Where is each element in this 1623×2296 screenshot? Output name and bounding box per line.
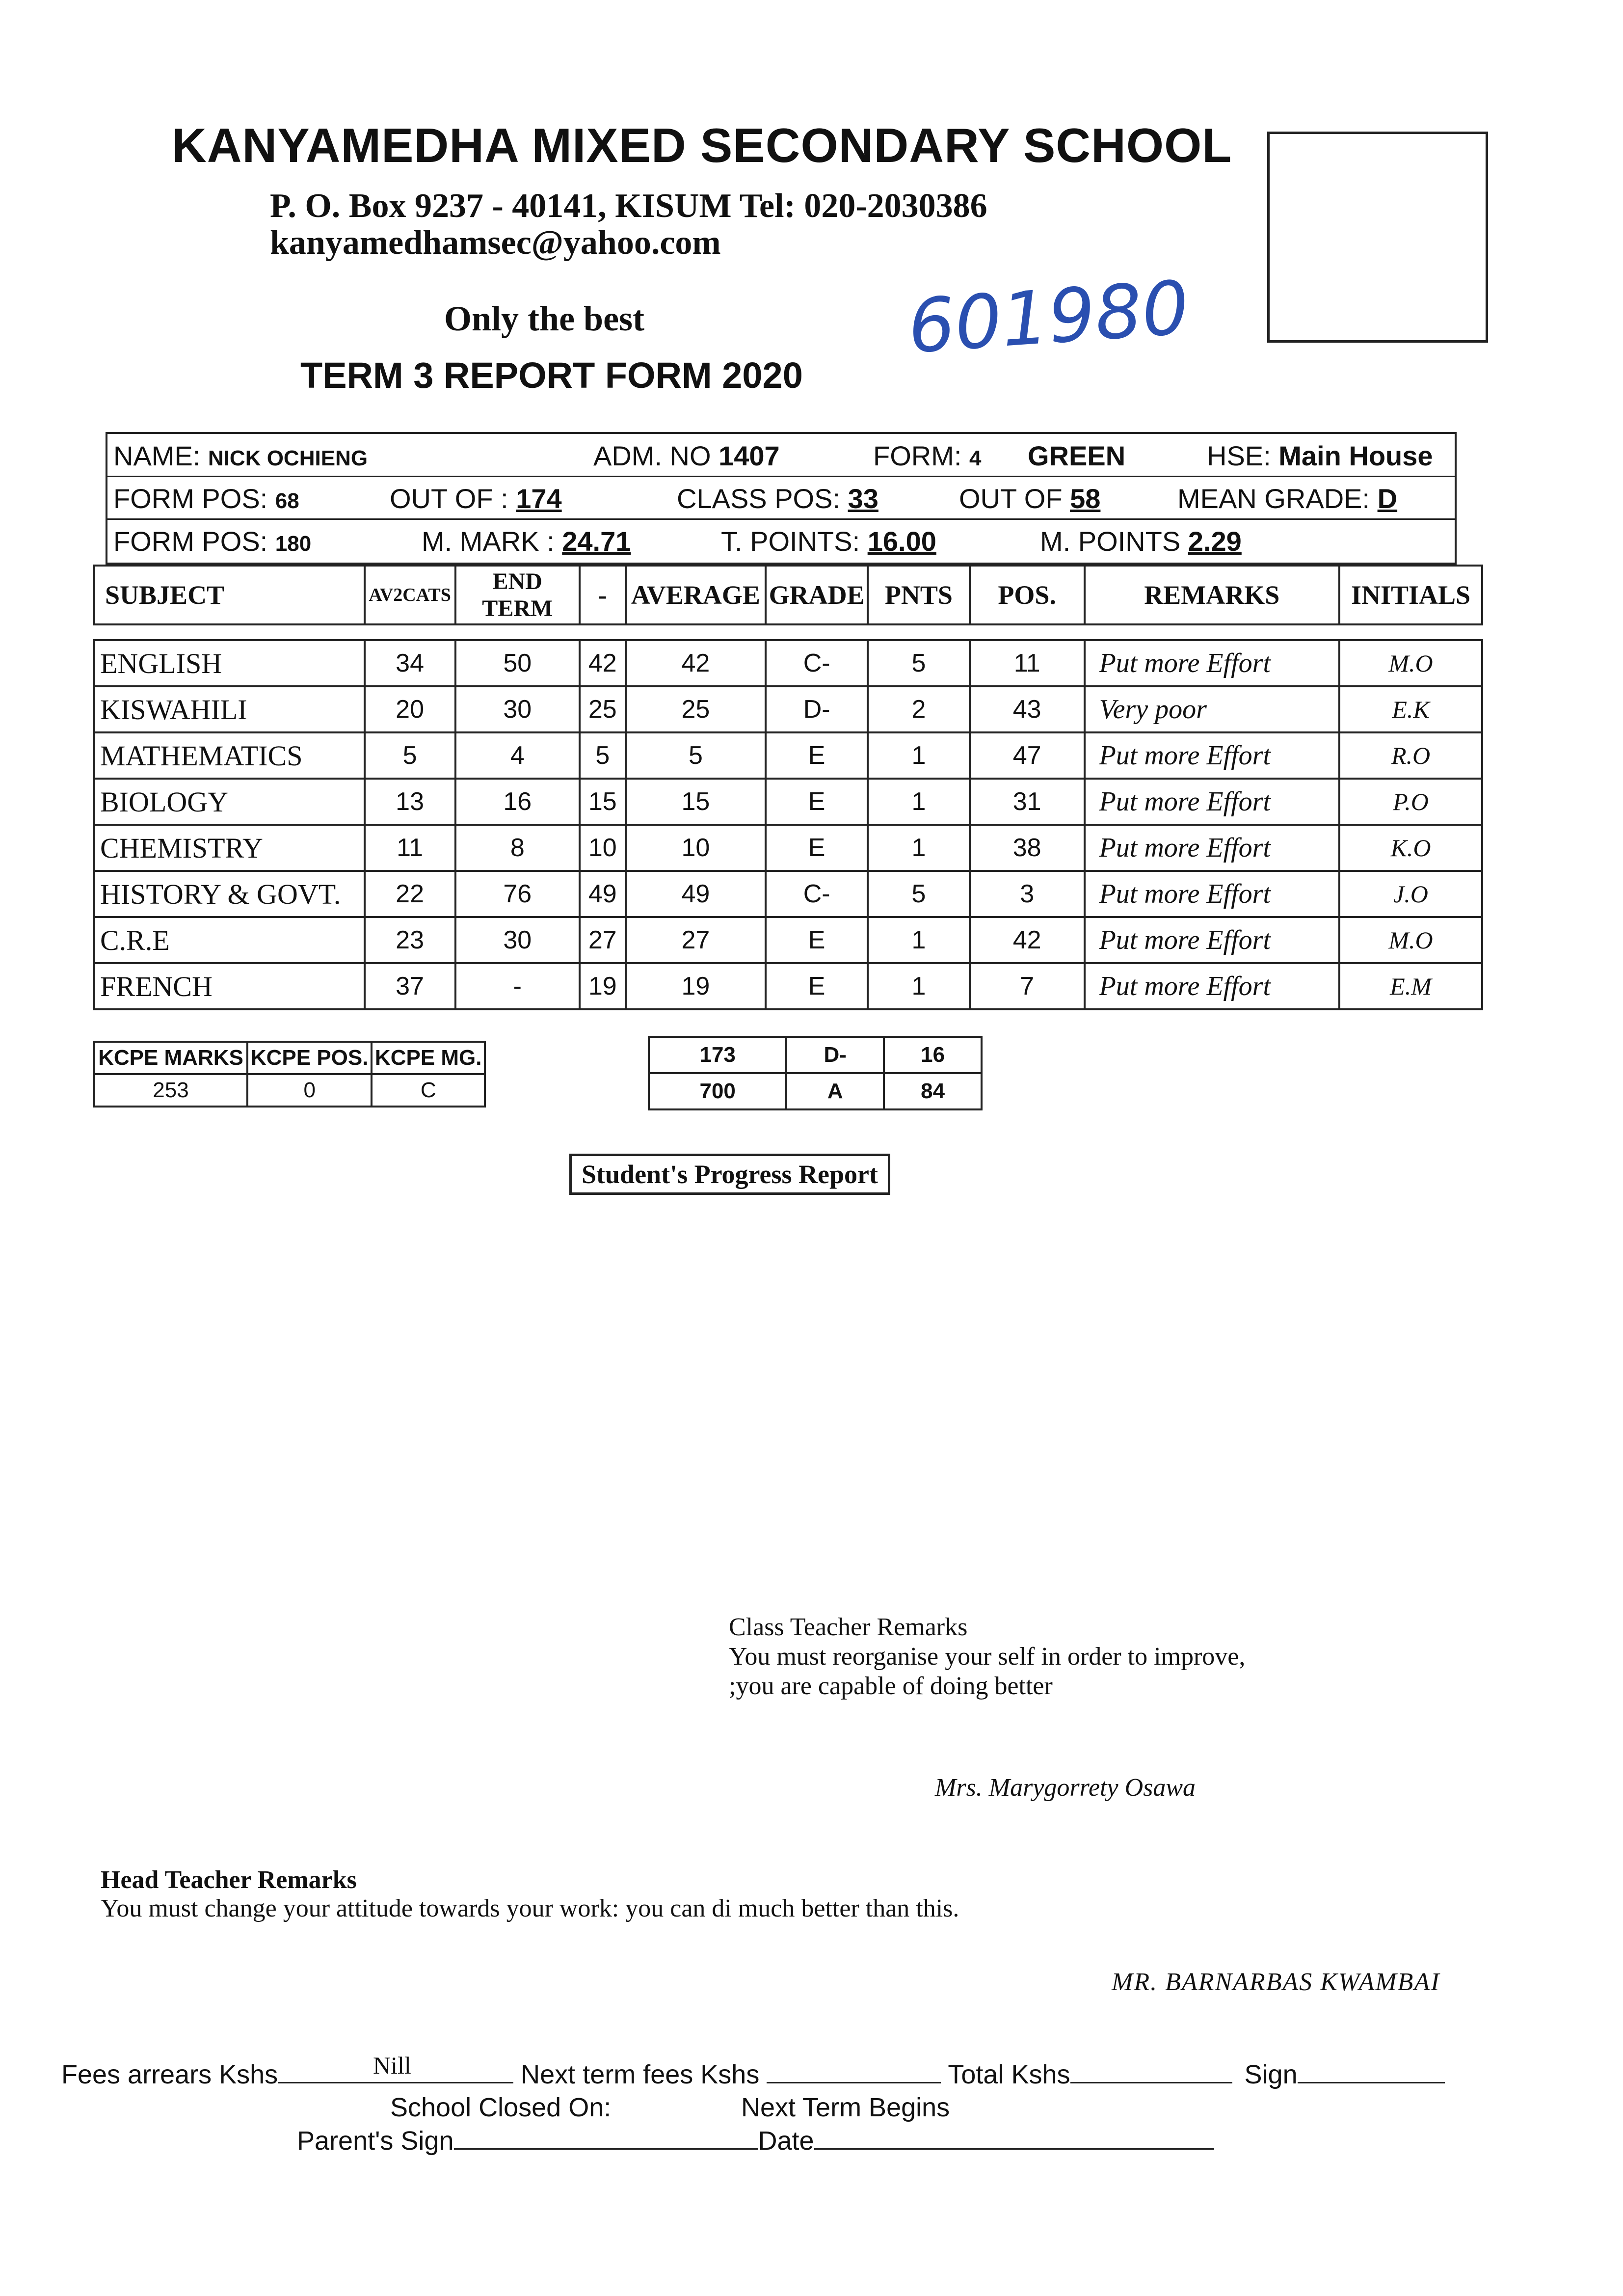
fees-arrears-value: Nill	[373, 2052, 411, 2079]
cell-end-term: 76	[455, 871, 580, 917]
header-cats: AV2CATS	[365, 566, 455, 624]
class-pos-label: CLASS POS:	[677, 483, 841, 514]
cell-dash: 25	[580, 686, 626, 732]
student-name: NICK OCHIENG	[208, 446, 368, 470]
total-points-label: T. POINTS:	[721, 526, 860, 557]
total-points-value: 16.00	[867, 526, 936, 557]
cell-dash: 42	[580, 640, 626, 686]
total-kshs-label: Total Kshs	[948, 2060, 1070, 2089]
cell-pos: 47	[970, 732, 1085, 779]
head-teacher-remarks: You must change your attitude towards your work: you can di much better than this.	[101, 1894, 959, 1922]
form-pos2-field	[113, 525, 311, 557]
cell-grade: D-	[766, 686, 868, 732]
mean-points-field	[1040, 525, 1242, 557]
cell-average: 49	[626, 871, 766, 917]
header-grade: GRADE	[766, 566, 868, 624]
progress-report-title: Student's Progress Report	[569, 1154, 890, 1195]
header-subject: SUBJECT	[94, 566, 365, 624]
cell-cats: 34	[365, 640, 455, 686]
totals-table	[648, 1036, 983, 1110]
house-value: Main House	[1278, 440, 1433, 471]
cell-grade: E	[766, 732, 868, 779]
cell-subject: HISTORY & GOVT.	[94, 871, 365, 917]
head-teacher-name: MR. BARNARBAS KWAMBAI	[1112, 1968, 1440, 1996]
cell-average: 5	[626, 732, 766, 779]
cell-average: 27	[626, 917, 766, 963]
cell-pos: 31	[970, 779, 1085, 825]
cell-pos: 3	[970, 871, 1085, 917]
adm-label: ADM. NO	[593, 440, 711, 471]
class-teacher-heading: Class Teacher Remarks	[729, 1613, 968, 1641]
info-row-2	[107, 477, 1455, 520]
table-row	[94, 917, 1482, 963]
form-pos-field	[113, 483, 299, 514]
mean-mark-field	[422, 525, 631, 557]
cell-points: 5	[868, 871, 970, 917]
cell-pos: 11	[970, 640, 1085, 686]
school-motto: Only the best	[444, 299, 645, 338]
kcpe-mg-value: C	[372, 1074, 485, 1107]
cell-end-term: 4	[455, 732, 580, 779]
sign-label: Sign	[1244, 2060, 1298, 2089]
max-points: 84	[884, 1073, 982, 1109]
parents-sign-label: Parent's Sign	[297, 2126, 454, 2156]
sign-line	[1298, 2062, 1445, 2083]
cell-cats: 13	[365, 779, 455, 825]
cell-cats: 37	[365, 963, 455, 1009]
cell-average: 10	[626, 825, 766, 871]
handwritten-number: 601980	[905, 265, 1192, 370]
cell-cats: 22	[365, 871, 455, 917]
cell-dash: 49	[580, 871, 626, 917]
class-out-of-label: OUT OF	[959, 483, 1063, 514]
cell-cats: 11	[365, 825, 455, 871]
cell-subject: C.R.E	[94, 917, 365, 963]
cell-pos: 42	[970, 917, 1085, 963]
form-pos-value: 68	[275, 489, 299, 513]
cell-grade: C-	[766, 640, 868, 686]
mean-grade-label: MEAN GRADE:	[1177, 483, 1370, 514]
class-teacher-remarks: You must reorganise your self in order to improve, ;you are capable of doing better	[729, 1643, 1246, 1700]
mean-points-value: 2.29	[1188, 526, 1242, 557]
total-grade: D-	[786, 1037, 884, 1073]
info-row-3	[107, 519, 1455, 561]
table-row	[94, 779, 1482, 825]
header-points: PNTS	[868, 566, 970, 624]
adm-field	[593, 440, 780, 472]
cell-dash: 27	[580, 917, 626, 963]
cell-initials: E.K	[1339, 686, 1482, 732]
kcpe-pos-header: KCPE POS.	[247, 1042, 372, 1074]
kcpe-marks-header: KCPE MARKS	[94, 1042, 247, 1074]
cell-end-term: -	[455, 963, 580, 1009]
cell-initials: J.O	[1339, 871, 1482, 917]
cell-dash: 19	[580, 963, 626, 1009]
out-of-label: OUT OF :	[390, 483, 508, 514]
class-pos-value: 33	[848, 483, 878, 514]
house-label: HSE:	[1207, 440, 1271, 471]
class-out-of-field	[959, 483, 1100, 514]
student-info-block	[106, 432, 1457, 565]
table-row	[94, 640, 1482, 686]
header-average: AVERAGE	[626, 566, 766, 624]
parents-sign-row	[297, 2126, 1214, 2156]
cell-grade: E	[766, 963, 868, 1009]
date-label: Date	[758, 2126, 814, 2156]
next-term-begins-label: Next Term Begins	[741, 2093, 950, 2122]
marks-table	[93, 639, 1483, 1010]
cell-end-term: 30	[455, 686, 580, 732]
kcpe-mg-header: KCPE MG.	[372, 1042, 485, 1074]
head-teacher-heading: Head Teacher Remarks	[101, 1866, 357, 1894]
next-term-fees-line	[767, 2062, 941, 2083]
cell-subject: FRENCH	[94, 963, 365, 1009]
cell-cats: 20	[365, 686, 455, 732]
mean-mark-label: M. MARK :	[422, 526, 555, 557]
form-value: 4	[969, 446, 982, 470]
kcpe-table	[93, 1041, 486, 1107]
form-label: FORM:	[873, 440, 962, 471]
cell-average: 15	[626, 779, 766, 825]
stream-value: GREEN	[1028, 440, 1126, 471]
cell-end-term: 8	[455, 825, 580, 871]
form-pos2-value: 180	[275, 532, 312, 556]
school-name: KANYAMEDHA MIXED SECONDARY SCHOOL	[172, 118, 1232, 172]
out-of-value: 174	[516, 483, 562, 514]
table-row	[94, 686, 1482, 732]
header-dash: -	[580, 566, 626, 624]
cell-grade: E	[766, 825, 868, 871]
cell-cats: 5	[365, 732, 455, 779]
total-points-field	[721, 525, 936, 557]
parents-sign-line	[454, 2129, 758, 2150]
marks-table-header	[93, 565, 1483, 625]
max-marks: 700	[649, 1073, 786, 1109]
header-pos: POS.	[970, 566, 1085, 624]
cell-subject: MATHEMATICS	[94, 732, 365, 779]
school-address: P. O. Box 9237 - 40141, KISUM Tel: 020-2030386	[270, 187, 987, 225]
cell-dash: 10	[580, 825, 626, 871]
cell-initials: K.O	[1339, 825, 1482, 871]
cell-initials: E.M	[1339, 963, 1482, 1009]
form-field	[873, 440, 981, 472]
form-pos-label: FORM POS:	[113, 483, 268, 514]
cell-remarks: Put more Effort	[1085, 871, 1339, 917]
cell-initials: M.O	[1339, 917, 1482, 963]
info-row-1	[107, 434, 1455, 477]
class-pos-field	[677, 483, 878, 514]
cell-pos: 7	[970, 963, 1085, 1009]
cell-end-term: 16	[455, 779, 580, 825]
cell-average: 25	[626, 686, 766, 732]
mean-mark-value: 24.71	[562, 526, 631, 557]
name-field	[113, 440, 368, 472]
header-remarks: REMARKS	[1085, 566, 1339, 624]
table-row	[94, 732, 1482, 779]
cell-remarks: Very poor	[1085, 686, 1339, 732]
house-field	[1207, 440, 1433, 472]
total-marks: 173	[649, 1037, 786, 1073]
cell-points: 1	[868, 825, 970, 871]
cell-average: 19	[626, 963, 766, 1009]
cell-end-term: 30	[455, 917, 580, 963]
mean-points-label: M. POINTS	[1040, 526, 1181, 557]
cell-grade: E	[766, 917, 868, 963]
table-row	[94, 825, 1482, 871]
cell-points: 1	[868, 963, 970, 1009]
cell-grade: C-	[766, 871, 868, 917]
cell-points: 5	[868, 640, 970, 686]
total-points: 16	[884, 1037, 982, 1073]
cell-dash: 5	[580, 732, 626, 779]
stream-field	[1028, 440, 1125, 472]
cell-subject: KISWAHILI	[94, 686, 365, 732]
form-pos2-label: FORM POS:	[113, 526, 268, 557]
cell-pos: 38	[970, 825, 1085, 871]
mean-grade-value: D	[1377, 483, 1398, 514]
header-initials: INITIALS	[1339, 566, 1482, 624]
kcpe-marks-value: 253	[94, 1074, 247, 1107]
kcpe-pos-value: 0	[247, 1074, 372, 1107]
class-teacher-name: Mrs. Marygorrety Osawa	[935, 1774, 1196, 1802]
cell-points: 1	[868, 917, 970, 963]
adm-number: 1407	[718, 440, 780, 471]
cell-remarks: Put more Effort	[1085, 732, 1339, 779]
next-term-fees-label: Next term fees Kshs	[521, 2060, 760, 2089]
cell-subject: BIOLOGY	[94, 779, 365, 825]
cell-points: 1	[868, 779, 970, 825]
cell-average: 42	[626, 640, 766, 686]
school-email: kanyamedhamsec@yahoo.com	[270, 224, 721, 262]
cell-grade: E	[766, 779, 868, 825]
cell-initials: R.O	[1339, 732, 1482, 779]
table-row	[94, 871, 1482, 917]
cell-pos: 43	[970, 686, 1085, 732]
cell-points: 2	[868, 686, 970, 732]
cell-end-term: 50	[455, 640, 580, 686]
mean-grade-field	[1177, 483, 1397, 514]
cell-remarks: Put more Effort	[1085, 640, 1339, 686]
cell-initials: P.O	[1339, 779, 1482, 825]
fees-row	[61, 2059, 1445, 2090]
fees-arrears-label: Fees arrears Kshs	[61, 2060, 278, 2089]
max-grade: A	[786, 1073, 884, 1109]
cell-remarks: Put more Effort	[1085, 917, 1339, 963]
report-title: TERM 3 REPORT FORM 2020	[300, 355, 803, 396]
header-end-term: END TERM	[455, 566, 580, 624]
class-out-of-value: 58	[1070, 483, 1101, 514]
total-kshs-line	[1070, 2062, 1232, 2083]
cell-subject: ENGLISH	[94, 640, 365, 686]
school-closed-label: School Closed On:	[390, 2093, 612, 2122]
cell-subject: CHEMISTRY	[94, 825, 365, 871]
cell-remarks: Put more Effort	[1085, 779, 1339, 825]
table-row	[94, 963, 1482, 1009]
cell-cats: 23	[365, 917, 455, 963]
cell-dash: 15	[580, 779, 626, 825]
cell-points: 1	[868, 732, 970, 779]
name-label: NAME:	[113, 440, 201, 471]
cell-remarks: Put more Effort	[1085, 963, 1339, 1009]
date-line	[814, 2129, 1214, 2150]
out-of-field	[390, 483, 562, 514]
photo-box	[1267, 132, 1488, 343]
cell-initials: M.O	[1339, 640, 1482, 686]
cell-remarks: Put more Effort	[1085, 825, 1339, 871]
